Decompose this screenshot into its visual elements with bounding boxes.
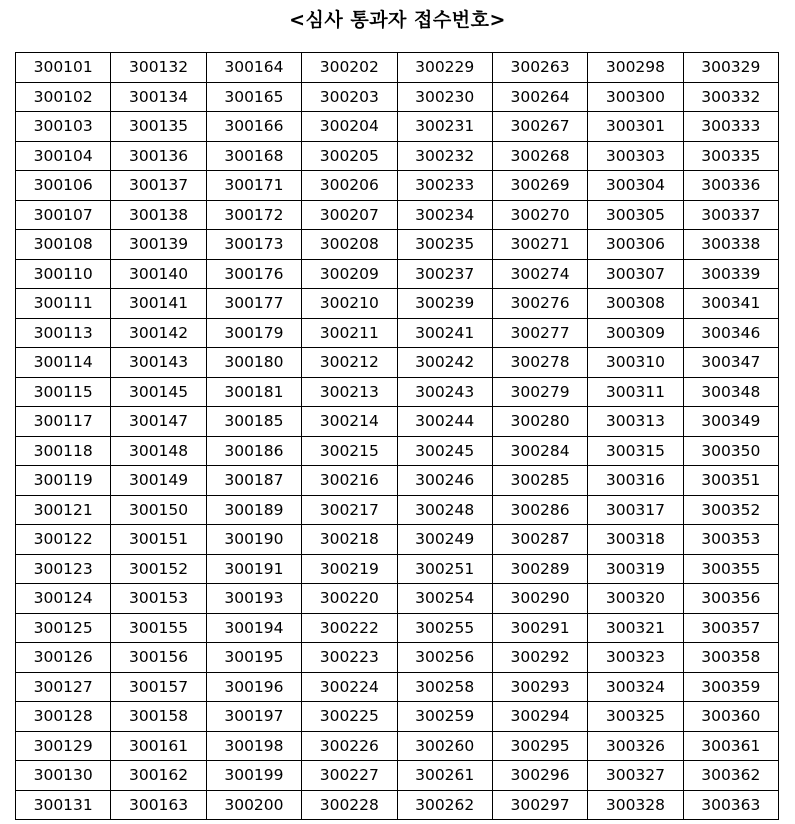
registration-number-cell: 300107	[16, 200, 111, 230]
registration-number-cell: 300249	[397, 525, 492, 555]
registration-number-cell: 300124	[16, 584, 111, 614]
registration-number-cell: 300193	[206, 584, 301, 614]
table-row	[16, 200, 779, 230]
registration-number-cell: 300229	[397, 53, 492, 83]
registration-number-cell: 300270	[492, 200, 587, 230]
registration-number-cell: 300204	[302, 112, 397, 142]
registration-number-cell: 300212	[302, 348, 397, 378]
registration-number-table	[15, 52, 779, 820]
registration-number-cell: 300165	[206, 82, 301, 112]
registration-number-cell: 300304	[588, 171, 683, 201]
registration-number-cell: 300245	[397, 436, 492, 466]
registration-number-cell: 300137	[111, 171, 206, 201]
table-row	[16, 141, 779, 171]
table-row	[16, 554, 779, 584]
registration-number-cell: 300274	[492, 259, 587, 289]
registration-number-cell: 300258	[397, 672, 492, 702]
registration-number-cell: 300268	[492, 141, 587, 171]
registration-number-cell: 300118	[16, 436, 111, 466]
registration-number-cell: 300114	[16, 348, 111, 378]
registration-number-cell: 300177	[206, 289, 301, 319]
registration-number-cell: 300206	[302, 171, 397, 201]
registration-number-cell: 300285	[492, 466, 587, 496]
table-row	[16, 82, 779, 112]
registration-number-cell: 300336	[683, 171, 778, 201]
registration-number-cell: 300230	[397, 82, 492, 112]
registration-number-cell: 300179	[206, 318, 301, 348]
table-row	[16, 348, 779, 378]
registration-number-cell: 300362	[683, 761, 778, 791]
registration-number-cell: 300198	[206, 731, 301, 761]
registration-number-cell: 300335	[683, 141, 778, 171]
registration-number-cell: 300226	[302, 731, 397, 761]
table-row	[16, 377, 779, 407]
table-row	[16, 761, 779, 791]
registration-number-cell: 300323	[588, 643, 683, 673]
registration-number-cell: 300291	[492, 613, 587, 643]
table-row	[16, 318, 779, 348]
registration-number-cell: 300138	[111, 200, 206, 230]
registration-number-cell: 300328	[588, 790, 683, 820]
registration-number-cell: 300289	[492, 554, 587, 584]
table-row	[16, 407, 779, 437]
table-row	[16, 613, 779, 643]
registration-number-cell: 300234	[397, 200, 492, 230]
registration-number-cell: 300121	[16, 495, 111, 525]
registration-number-cell: 300237	[397, 259, 492, 289]
registration-number-cell: 300296	[492, 761, 587, 791]
table-row	[16, 790, 779, 820]
registration-number-cell: 300131	[16, 790, 111, 820]
table-row	[16, 289, 779, 319]
registration-number-cell: 300224	[302, 672, 397, 702]
registration-number-cell: 300301	[588, 112, 683, 142]
registration-number-cell: 300290	[492, 584, 587, 614]
registration-number-cell: 300350	[683, 436, 778, 466]
registration-number-cell: 300161	[111, 731, 206, 761]
registration-number-cell: 300142	[111, 318, 206, 348]
table-row	[16, 436, 779, 466]
registration-number-cell: 300337	[683, 200, 778, 230]
registration-number-cell: 300117	[16, 407, 111, 437]
registration-number-cell: 300297	[492, 790, 587, 820]
registration-number-cell: 300359	[683, 672, 778, 702]
registration-number-cell: 300339	[683, 259, 778, 289]
registration-number-cell: 300207	[302, 200, 397, 230]
registration-number-cell: 300172	[206, 200, 301, 230]
registration-number-cell: 300103	[16, 112, 111, 142]
registration-number-cell: 300203	[302, 82, 397, 112]
registration-number-cell: 300284	[492, 436, 587, 466]
registration-number-cell: 300356	[683, 584, 778, 614]
registration-number-cell: 300152	[111, 554, 206, 584]
registration-number-cell: 300219	[302, 554, 397, 584]
table-row	[16, 112, 779, 142]
registration-number-cell: 300189	[206, 495, 301, 525]
registration-number-cell: 300260	[397, 731, 492, 761]
registration-number-cell: 300309	[588, 318, 683, 348]
table-row	[16, 731, 779, 761]
registration-number-cell: 300353	[683, 525, 778, 555]
registration-number-cell: 300215	[302, 436, 397, 466]
registration-number-cell: 300233	[397, 171, 492, 201]
registration-number-cell: 300132	[111, 53, 206, 83]
registration-number-cell: 300363	[683, 790, 778, 820]
registration-number-cell: 300115	[16, 377, 111, 407]
registration-number-cell: 300211	[302, 318, 397, 348]
registration-number-cell: 300104	[16, 141, 111, 171]
registration-number-cell: 300295	[492, 731, 587, 761]
registration-number-cell: 300216	[302, 466, 397, 496]
page-title: <심사 통과자 접수번호>	[289, 9, 506, 31]
registration-number-cell: 300287	[492, 525, 587, 555]
registration-number-cell: 300194	[206, 613, 301, 643]
registration-number-cell: 300317	[588, 495, 683, 525]
registration-number-cell: 300186	[206, 436, 301, 466]
registration-number-cell: 300320	[588, 584, 683, 614]
registration-number-cell: 300242	[397, 348, 492, 378]
registration-number-cell: 300102	[16, 82, 111, 112]
registration-number-cell: 300280	[492, 407, 587, 437]
registration-number-cell: 300111	[16, 289, 111, 319]
registration-number-cell: 300209	[302, 259, 397, 289]
registration-number-cell: 300190	[206, 525, 301, 555]
registration-number-cell: 300332	[683, 82, 778, 112]
registration-number-cell: 300113	[16, 318, 111, 348]
registration-number-cell: 300180	[206, 348, 301, 378]
registration-number-cell: 300262	[397, 790, 492, 820]
registration-number-cell: 300311	[588, 377, 683, 407]
registration-number-cell: 300110	[16, 259, 111, 289]
registration-number-cell: 300351	[683, 466, 778, 496]
registration-number-cell: 300200	[206, 790, 301, 820]
registration-number-cell: 300195	[206, 643, 301, 673]
registration-number-cell: 300313	[588, 407, 683, 437]
table-row	[16, 672, 779, 702]
registration-number-cell: 300199	[206, 761, 301, 791]
table-row	[16, 466, 779, 496]
registration-number-cell: 300187	[206, 466, 301, 496]
registration-number-cell: 300171	[206, 171, 301, 201]
registration-number-cell: 300150	[111, 495, 206, 525]
registration-number-cell: 300267	[492, 112, 587, 142]
registration-number-cell: 300286	[492, 495, 587, 525]
registration-number-cell: 300248	[397, 495, 492, 525]
registration-number-cell: 300163	[111, 790, 206, 820]
registration-number-cell: 300358	[683, 643, 778, 673]
registration-number-cell: 300254	[397, 584, 492, 614]
registration-number-cell: 300143	[111, 348, 206, 378]
registration-number-cell: 300126	[16, 643, 111, 673]
registration-number-cell: 300141	[111, 289, 206, 319]
registration-number-cell: 300278	[492, 348, 587, 378]
registration-number-cell: 300225	[302, 702, 397, 732]
registration-number-cell: 300168	[206, 141, 301, 171]
registration-number-cell: 300269	[492, 171, 587, 201]
registration-number-cell: 300306	[588, 230, 683, 260]
registration-number-cell: 300319	[588, 554, 683, 584]
registration-number-cell: 300176	[206, 259, 301, 289]
registration-number-cell: 300156	[111, 643, 206, 673]
registration-number-cell: 300155	[111, 613, 206, 643]
registration-number-cell: 300119	[16, 466, 111, 496]
registration-number-cell: 300218	[302, 525, 397, 555]
registration-number-cell: 300158	[111, 702, 206, 732]
registration-number-cell: 300308	[588, 289, 683, 319]
registration-number-cell: 300263	[492, 53, 587, 83]
registration-number-cell: 300318	[588, 525, 683, 555]
registration-number-cell: 300316	[588, 466, 683, 496]
registration-number-cell: 300261	[397, 761, 492, 791]
registration-number-cell: 300166	[206, 112, 301, 142]
registration-number-cell: 300135	[111, 112, 206, 142]
registration-number-cell: 300298	[588, 53, 683, 83]
registration-number-cell: 300329	[683, 53, 778, 83]
registration-number-cell: 300127	[16, 672, 111, 702]
table-row	[16, 171, 779, 201]
registration-number-cell: 300256	[397, 643, 492, 673]
registration-number-cell: 300210	[302, 289, 397, 319]
registration-number-cell: 300325	[588, 702, 683, 732]
registration-number-cell: 300277	[492, 318, 587, 348]
registration-number-cell: 300191	[206, 554, 301, 584]
registration-number-cell: 300145	[111, 377, 206, 407]
registration-number-cell: 300315	[588, 436, 683, 466]
registration-number-cell: 300232	[397, 141, 492, 171]
registration-number-cell: 300140	[111, 259, 206, 289]
table-row	[16, 702, 779, 732]
registration-number-cell: 300123	[16, 554, 111, 584]
registration-number-cell: 300361	[683, 731, 778, 761]
registration-number-cell: 300333	[683, 112, 778, 142]
registration-number-cell: 300271	[492, 230, 587, 260]
table-row	[16, 230, 779, 260]
table-row	[16, 584, 779, 614]
registration-number-cell: 300136	[111, 141, 206, 171]
registration-number-cell: 300227	[302, 761, 397, 791]
registration-number-cell: 300241	[397, 318, 492, 348]
registration-number-cell: 300246	[397, 466, 492, 496]
registration-number-cell: 300300	[588, 82, 683, 112]
registration-number-cell: 300164	[206, 53, 301, 83]
registration-number-cell: 300208	[302, 230, 397, 260]
table-body	[16, 53, 779, 820]
registration-number-cell: 300235	[397, 230, 492, 260]
registration-number-cell: 300151	[111, 525, 206, 555]
registration-number-cell: 300303	[588, 141, 683, 171]
registration-number-cell: 300214	[302, 407, 397, 437]
registration-number-cell: 300259	[397, 702, 492, 732]
registration-number-cell: 300355	[683, 554, 778, 584]
registration-number-cell: 300129	[16, 731, 111, 761]
registration-number-cell: 300276	[492, 289, 587, 319]
registration-number-cell: 300305	[588, 200, 683, 230]
registration-number-cell: 300222	[302, 613, 397, 643]
registration-number-cell: 300346	[683, 318, 778, 348]
registration-number-cell: 300244	[397, 407, 492, 437]
registration-number-cell: 300139	[111, 230, 206, 260]
registration-number-cell: 300130	[16, 761, 111, 791]
registration-number-cell: 300264	[492, 82, 587, 112]
registration-number-cell: 300220	[302, 584, 397, 614]
registration-number-cell: 300125	[16, 613, 111, 643]
registration-number-cell: 300147	[111, 407, 206, 437]
registration-number-cell: 300310	[588, 348, 683, 378]
registration-number-cell: 300162	[111, 761, 206, 791]
registration-number-cell: 300108	[16, 230, 111, 260]
registration-number-cell: 300352	[683, 495, 778, 525]
registration-number-cell: 300279	[492, 377, 587, 407]
registration-number-cell: 300185	[206, 407, 301, 437]
registration-number-cell: 300205	[302, 141, 397, 171]
registration-number-cell: 300243	[397, 377, 492, 407]
registration-number-cell: 300349	[683, 407, 778, 437]
registration-number-cell: 300153	[111, 584, 206, 614]
table-row	[16, 495, 779, 525]
registration-number-cell: 300307	[588, 259, 683, 289]
registration-number-cell: 300239	[397, 289, 492, 319]
registration-number-cell: 300347	[683, 348, 778, 378]
table-row	[16, 53, 779, 83]
registration-number-cell: 300149	[111, 466, 206, 496]
registration-number-cell: 300360	[683, 702, 778, 732]
registration-number-cell: 300101	[16, 53, 111, 83]
registration-number-cell: 300128	[16, 702, 111, 732]
registration-number-cell: 300122	[16, 525, 111, 555]
table-row	[16, 259, 779, 289]
table-row	[16, 643, 779, 673]
table-row	[16, 525, 779, 555]
registration-number-cell: 300326	[588, 731, 683, 761]
registration-number-cell: 300324	[588, 672, 683, 702]
registration-number-cell: 300106	[16, 171, 111, 201]
registration-number-cell: 300293	[492, 672, 587, 702]
registration-number-cell: 300327	[588, 761, 683, 791]
registration-number-cell: 300348	[683, 377, 778, 407]
registration-number-cell: 300341	[683, 289, 778, 319]
registration-number-cell: 300217	[302, 495, 397, 525]
registration-number-cell: 300228	[302, 790, 397, 820]
registration-number-cell: 300202	[302, 53, 397, 83]
registration-number-cell: 300197	[206, 702, 301, 732]
registration-number-cell: 300148	[111, 436, 206, 466]
registration-number-cell: 300173	[206, 230, 301, 260]
registration-number-cell: 300251	[397, 554, 492, 584]
registration-number-cell: 300157	[111, 672, 206, 702]
registration-number-cell: 300231	[397, 112, 492, 142]
registration-number-cell: 300196	[206, 672, 301, 702]
registration-number-cell: 300338	[683, 230, 778, 260]
registration-number-cell: 300213	[302, 377, 397, 407]
registration-number-cell: 300223	[302, 643, 397, 673]
registration-number-cell: 300134	[111, 82, 206, 112]
registration-number-cell: 300321	[588, 613, 683, 643]
registration-number-cell: 300255	[397, 613, 492, 643]
registration-number-cell: 300292	[492, 643, 587, 673]
registration-number-cell: 300294	[492, 702, 587, 732]
registration-number-cell: 300357	[683, 613, 778, 643]
registration-number-cell: 300181	[206, 377, 301, 407]
